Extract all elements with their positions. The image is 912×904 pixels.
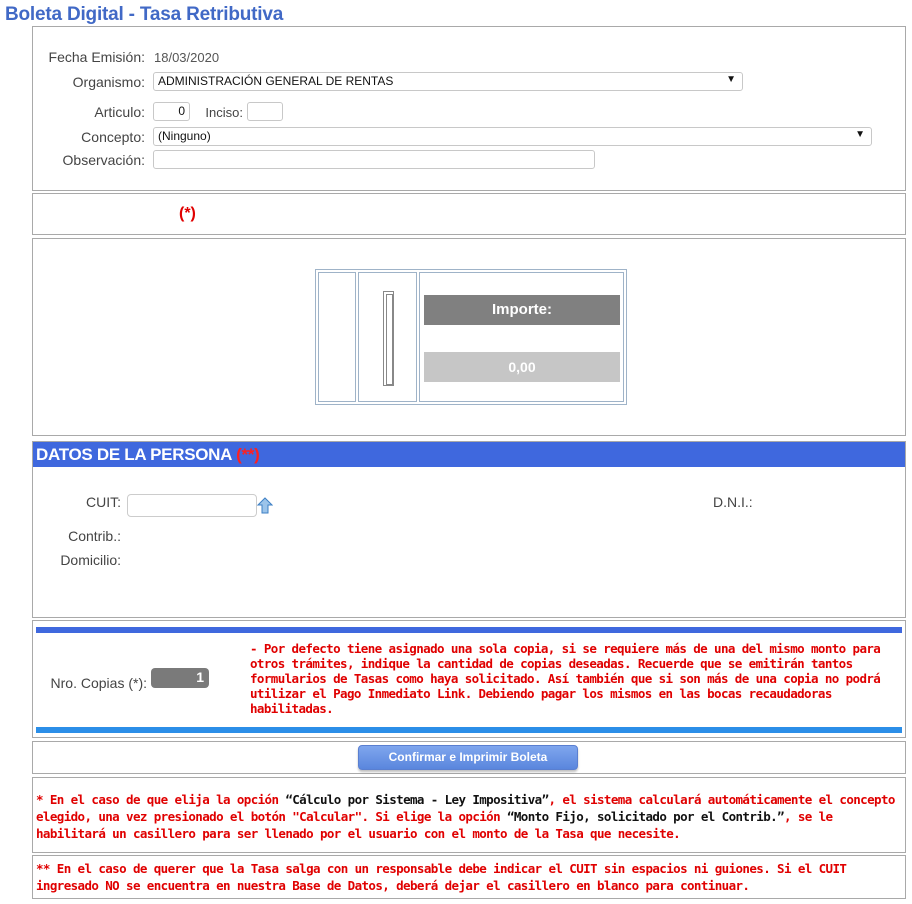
persona-section-header <box>33 442 905 467</box>
note1-part-e: , se le habilitará un casillero para ser llenado por el usuario con el monto de la Tasa que necesite. <box>36 809 833 841</box>
concepto-label: Concepto: <box>81 129 145 145</box>
inciso-label: Inciso: <box>205 105 243 120</box>
required-mark: (*) <box>179 205 196 222</box>
note1-option-monto-fijo: “Monto Fijo, solicitado por el Contrib.” <box>506 809 784 824</box>
note-cuit: ** En el caso de querer que la Tasa salga con un responsable debe indicar el CUIT sin espacios ni guiones. Si el CUIT ingresado NO se encuentra en nuestra Base de Datos, deberá dejar el casillero en blanco para continuar. <box>36 861 847 893</box>
observacion-label: Observación: <box>62 152 145 168</box>
observacion-input[interactable] <box>153 150 595 169</box>
note1-part-c: , el sistema calculará automáticamente el concepto elegido, una vez presionado el botón "Calcular". Si elige la opción <box>36 792 895 824</box>
note1-part-a: * En el caso de que elija la opción <box>36 792 286 807</box>
inciso-input[interactable] <box>247 102 283 121</box>
organismo-select[interactable] <box>153 72 743 91</box>
copias-panel <box>32 620 906 738</box>
importe-panel <box>32 238 906 436</box>
persona-header-title: DATOS DE LA PERSONA <box>36 445 233 464</box>
articulo-input[interactable]: 0 <box>153 102 190 121</box>
dni-label: D.N.I.: <box>713 494 753 510</box>
fecha-emision-label: Fecha Emisión: <box>48 49 145 65</box>
concepto-select-value: (Ninguno) <box>158 129 211 143</box>
domicilio-label: Domicilio: <box>60 552 121 568</box>
arrow-up-icon[interactable] <box>257 497 273 515</box>
note1-panel <box>32 777 906 853</box>
importe-slot <box>383 291 394 386</box>
copias-top-line <box>36 627 902 633</box>
note2-panel <box>32 855 906 899</box>
fecha-emision-value: 18/03/2020 <box>154 50 220 65</box>
dropdown-arrow-icon: ▼ <box>855 129 865 140</box>
importe-cell-left <box>318 272 356 402</box>
form-panel <box>32 26 906 191</box>
copias-label: Nro. Copias (*): <box>50 675 147 691</box>
confirm-panel <box>32 741 906 774</box>
importe-amount: 0,00 <box>424 352 620 382</box>
persona-panel <box>32 441 906 618</box>
copias-input[interactable]: 1 <box>151 668 209 688</box>
importe-cell-middle <box>358 272 417 402</box>
contrib-label: Contrib.: <box>68 528 121 544</box>
persona-header-mark: (**) <box>236 445 260 464</box>
copias-note: - Por defecto tiene asignado una sola copia, si se requiere más de una del mismo monto para otros trámites, indique la cantidad de copias deseadas. Recuerde que se emitirán tantos formularios de Tasas como haya solicitado. Así también que si son más de una copia no podrá utilizar el Pago Inmediato Link. Debiendo pagar los mismos en las bocas recaudadoras habilitadas. <box>250 641 881 716</box>
note-calculo <box>36 791 902 842</box>
confirm-print-button[interactable]: Confirmar e Imprimir Boleta <box>358 745 578 770</box>
note1-option-sistema: “Cálculo por Sistema - Ley Impositiva” <box>285 792 549 807</box>
importe-box <box>315 269 627 405</box>
cuit-input[interactable] <box>127 494 257 517</box>
dropdown-arrow-icon: ▼ <box>726 74 736 85</box>
cuit-label: CUIT: <box>86 494 121 510</box>
page-title: Boleta Digital - Tasa Retributiva <box>5 4 284 25</box>
importe-cell-right <box>419 272 624 402</box>
articulo-label: Articulo: <box>94 104 145 120</box>
importe-header: Importe: <box>424 295 620 325</box>
organismo-select-value: ADMINISTRACIÓN GENERAL DE RENTAS <box>158 74 394 88</box>
copias-bottom-line <box>36 727 902 733</box>
concepto-select[interactable] <box>153 127 872 146</box>
organismo-label: Organismo: <box>72 74 145 90</box>
required-panel <box>32 193 906 235</box>
